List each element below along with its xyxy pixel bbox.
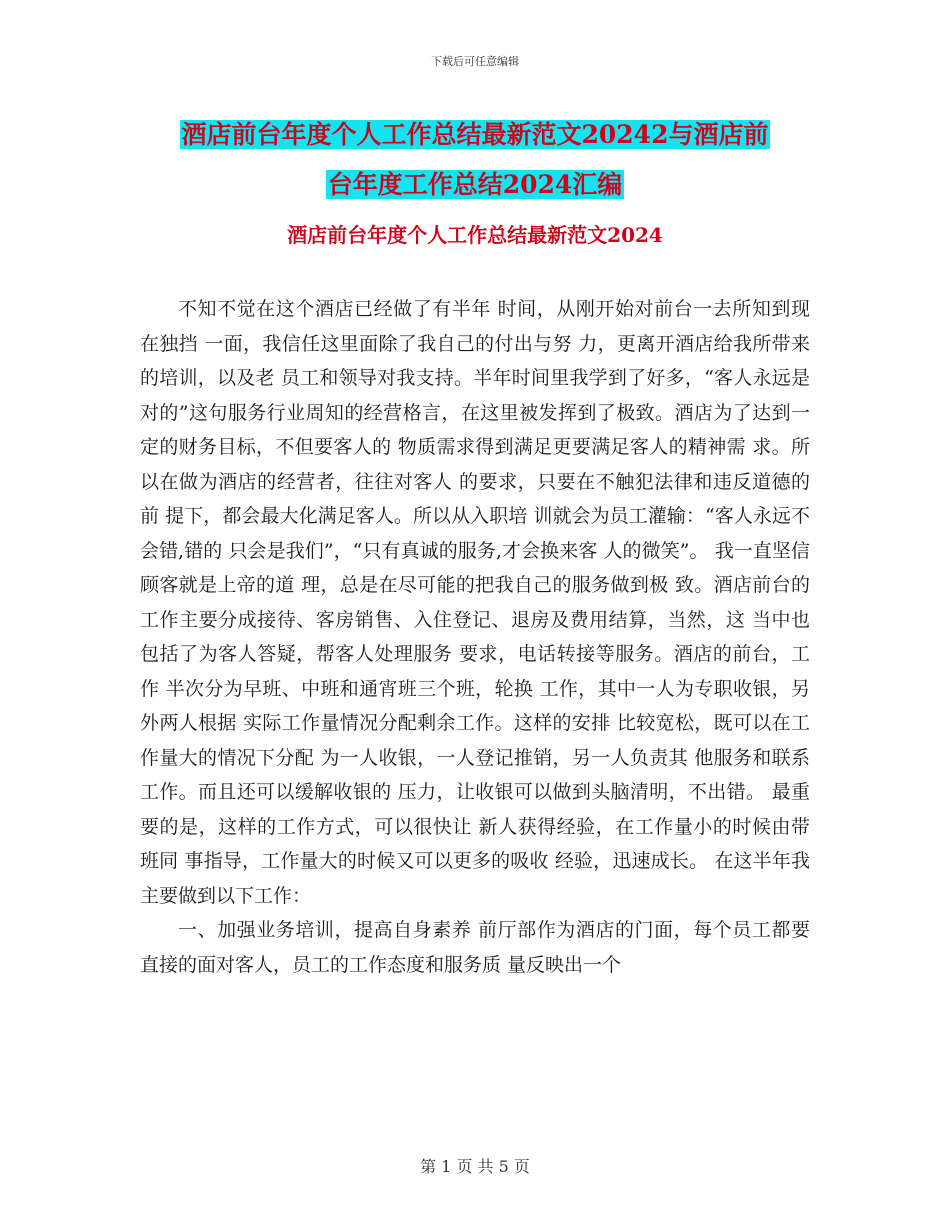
document-title-line-1: 酒店前台年度个人工作总结最新范文20242与酒店前 [181,120,769,149]
document-title-line-2: 台年度工作总结2024汇编 [327,170,623,199]
body-paragraph-1: 不知不觉在这个酒店已经做了有半年 时间，从刚开始对前台一去所知到现在独挡 一面，我信任这里面除了我自己的付出与努 力，更离开酒店给我所带来的培训，以及老 员工和领导对我支持。半年时间里我学到了好多，“客人永远是对的”这句服务行业周知的经营格言，在这里被发挥到了极致。酒店为了达到一定的财务目标，不但要客人的 物质需求得到满足更要满足客人的精神需 求。所以在做为酒店的经营者，往往对客人 的要求，只要在不触犯法律和违反道德的前 提下，都会最大化满足客人。所以从入职培 训就会为员工灌输：“客人永远不会错,错的 只会是我们”，“只有真诚的服务,才会换来客 人的微笑”。 我一直坚信顾客就是上帝的道 理，总是在尽可能的把我自己的服务做到极 致。酒店前台的工作主要分成接待、客房销售、入住登记、退房及费用结算，当然，这 当中也包括了为客人答疑，帮客人处理服务 要求，电话转接等服务。酒店的前台，工作 半次分为早班、中班和通宵班三个班，轮换 工作，其中一人为专职收银，另外两人根据 实际工作量情况分配剩余工作。这样的安排 比较宽松，既可以在工作量大的情况下分配 为一人收银，一人登记推销，另一人负责其 他服务和联系工作。而且还可以缓解收银的 压力，让收银可以做到头脑清明，不出错。 最重要的是，这样的工作方式，可以很快让 新人获得经验，在工作量小的时候由带班同 事指导，工作量大的时候又可以更多的吸收 经验，迅速成长。 在这半年我主要做到以下工作： [140,298,810,907]
document-body [140,292,810,982]
page-header-note: 下载后可任意编辑 [431,55,519,68]
document-title [140,110,810,210]
body-paragraph-2: 一、加强业务培训，提高自身素养 前厅部作为酒店的门面，每个员工都要 直接的面对客人，员工的工作态度和服务质 量反映出一个 [140,919,810,976]
section-heading: 酒店前台年度个人工作总结最新范文2024 [287,223,663,247]
page-number-footer: 第 1 页 共 5 页 [420,1157,530,1176]
